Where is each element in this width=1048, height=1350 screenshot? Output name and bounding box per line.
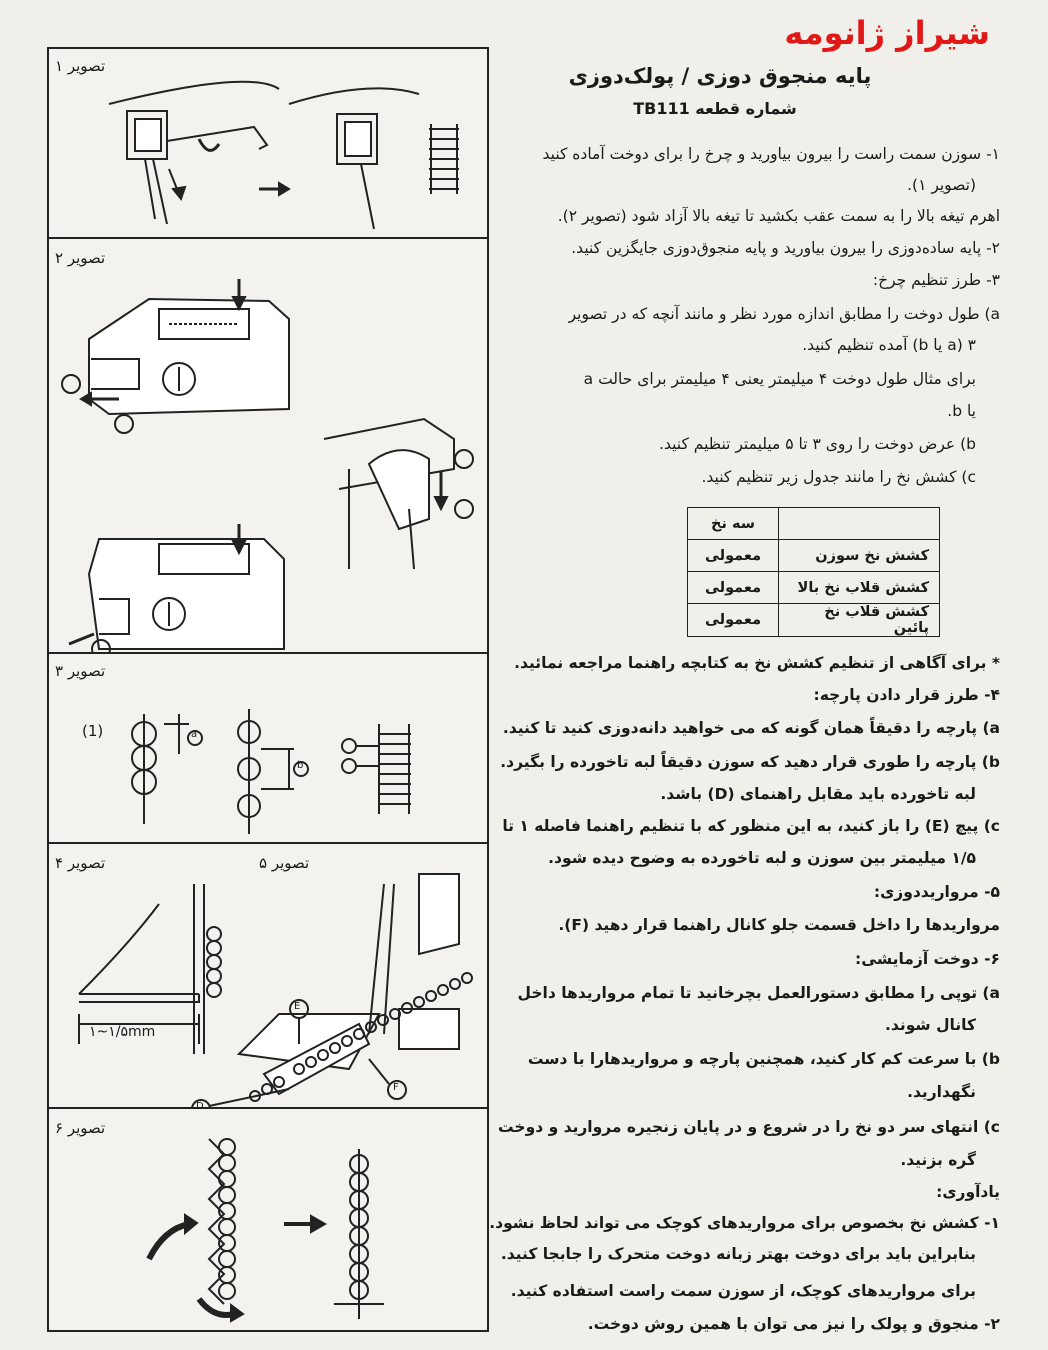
instruction-line: لبه تاخورده باید مقابل راهنمای (D) باشد.: [660, 785, 976, 803]
instruction-line: ۲- پایه ساده‌دوزی را بیرون بیاورید و پایه منجوق‌دوزی جایگزین کنید.: [571, 239, 1000, 257]
figure-3-illustration: [49, 654, 487, 844]
instruction-line: مرواریدها را داخل قسمت جلو کانال راهنما قرار دهید (F).: [558, 916, 1000, 934]
table-row: [688, 508, 940, 540]
figure-6-caption: تصویر ۶: [55, 1119, 106, 1137]
part-number: شماره قطعه TB111: [633, 99, 797, 118]
table-row: [688, 540, 940, 572]
instruction-line: a) طول دوخت را مطابق اندازه مورد نظر و مانند آنچه که در تصویر: [568, 305, 1000, 323]
instruction-line: ۱- کشش نخ بخصوص برای مرواریدهای کوچک می تواند لحاظ نشود.: [489, 1214, 1000, 1232]
instruction-line: a) توپی را مطابق دستورالعمل بچرخانید تا تمام مرواریدها داخل: [517, 984, 1000, 1002]
instruction-line: نگهدارید.: [907, 1083, 976, 1101]
figure-6-panel: [49, 1109, 487, 1330]
instruction-line: برای مثال طول دوخت ۴ میلیمتر یعنی ۴ میلیمتر برای حالت a: [583, 370, 976, 388]
table-cell: معمولی: [688, 604, 779, 637]
table-row: [688, 572, 940, 604]
instruction-line: c) پیچ (E) را باز کنید، به این منظور که با تنظیم راهنما فاصله ۱ تا: [502, 817, 1000, 835]
table-cell: کشش نخ سوزن: [779, 540, 940, 572]
instructions-column: [489, 0, 1020, 1350]
figure-3-mark-a: a: [191, 729, 198, 740]
figure-5-mark-f: F: [393, 1082, 399, 1093]
figure-2-caption: تصویر ۲: [55, 249, 106, 267]
page-title: پایه منجوق دوزی / پولک‌دوزی: [568, 64, 872, 88]
instruction-line: اهرم تیغه بالا را به سمت عقب بکشید تا تیغه بالا آزاد شود (تصویر ۲).: [557, 207, 1000, 225]
instruction-line: ۲- منجوق و پولک را نیز می توان با همین روش دوخت.: [587, 1315, 1000, 1333]
instruction-line: کانال شوند.: [885, 1016, 976, 1034]
instruction-line: ۴- طرز قرار دادن پارچه:: [813, 686, 1000, 704]
table-cell: معمولی: [688, 572, 779, 604]
instruction-line: b) عرض دوخت را روی ۳ تا ۵ میلیمتر تنظیم کنید.: [659, 435, 976, 453]
tension-table: [687, 507, 940, 637]
instruction-line: ۱/۵ میلیمتر بین سوزن و لبه تاخورده به وضوح دیده شود.: [548, 849, 976, 867]
figure-3-panel: [49, 654, 487, 844]
instruction-line: ۱- سوزن سمت راست را بیرون بیاورید و چرخ را برای دوخت آماده کنید: [542, 145, 1000, 163]
instruction-line: ۳ (a یا b) آمده تنظیم کنید.: [802, 336, 976, 354]
figure-4-5-panel: [49, 844, 487, 1112]
figure-4-5-illustration: [49, 844, 487, 1109]
instruction-line: c) انتهای سر دو نخ را در شروع و در پایان زنجیره مروارید و دوخت: [498, 1118, 1000, 1136]
figure-5-mark-e: E: [294, 1001, 301, 1012]
figure-5-caption: تصویر ۵: [259, 854, 310, 872]
instruction-line: b) پارچه را طوری قرار دهید که سوزن دقیقاً لبه تاخورده را بگیرد.: [500, 753, 1000, 771]
table-cell: [779, 508, 940, 540]
instruction-line: گره بزنید.: [900, 1151, 976, 1169]
figure-3-caption: تصویر ۳: [55, 662, 106, 680]
figure-1-panel: [49, 49, 487, 239]
table-header: سه نخ: [688, 508, 779, 540]
figure-3-label-1: (1): [82, 722, 104, 740]
instruction-line: ۵- مرواریددوزی:: [873, 883, 1000, 901]
instruction-line: * برای آگاهی از تنظیم کشش نخ به کتابچه راهنما مراجعه نمائید.: [514, 654, 1000, 672]
instruction-line: b) با سرعت کم کار کنید، همچنین پارچه و مرواریدهارا با دست: [527, 1050, 1000, 1068]
figure-2-illustration: [49, 239, 487, 654]
figure-6-illustration: [49, 1109, 487, 1330]
figure-1-caption: تصویر ۱: [55, 57, 106, 75]
instruction-line: ۶- دوخت آزمایشی:: [855, 950, 1000, 968]
figure-5-mark-d: D: [196, 1101, 204, 1112]
table-cell: کشش قلاب نخ بالا: [779, 572, 940, 604]
brand-logo: شیراز ژانومه: [784, 14, 990, 52]
instruction-line: یادآوری:: [936, 1183, 1000, 1201]
table-cell: معمولی: [688, 540, 779, 572]
table-row: [688, 604, 940, 637]
instruction-line: a) پارچه را دقیقاً همان گونه که می خواهید دانه‌دوزی کنید تا کنید.: [502, 719, 1000, 737]
table-cell: کشش قلاب نخ پائین: [779, 604, 940, 637]
figure-1-illustration: [49, 49, 487, 239]
figure-3-mark-b: b: [297, 760, 304, 771]
figure-4-caption: تصویر ۴: [55, 854, 106, 872]
instruction-line: بنابراین باید برای دوخت بهتر زبانه دوخت متحرک را جابجا کنید.: [500, 1245, 976, 1263]
figure-2-panel: [49, 239, 487, 654]
figure-column: [47, 47, 489, 1332]
instruction-line: برای مرواریدهای کوچک، از سوزن سمت راست استفاده کنید.: [510, 1282, 976, 1300]
instruction-line: ۳- طرز تنظیم چرخ:: [872, 271, 1000, 289]
figure-4-measure: ۱~۱/۵mm: [89, 1024, 156, 1040]
instruction-line: یا b.: [947, 402, 976, 420]
instruction-line: (تصویر ۱).: [907, 176, 976, 194]
instruction-line: c) کشش نخ را مانند جدول زیر تنظیم کنید.: [701, 468, 976, 486]
